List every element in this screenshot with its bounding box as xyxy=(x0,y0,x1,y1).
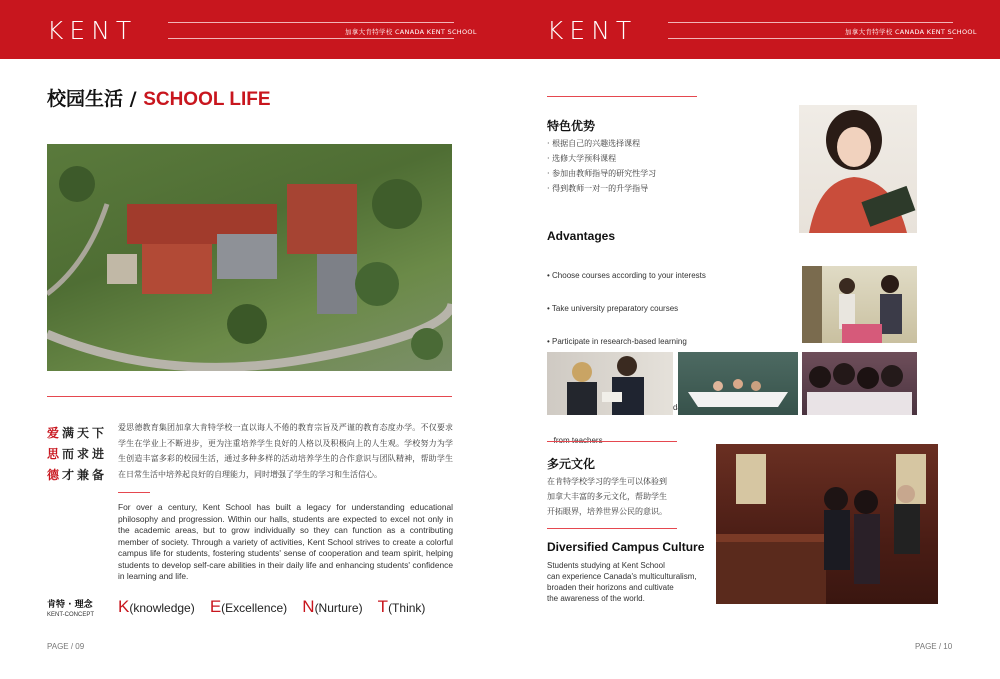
concept-words xyxy=(118,597,425,617)
concept-t: T(Think) xyxy=(377,597,426,616)
right-header-bar xyxy=(500,0,1000,59)
culture-title-zh: 多元文化 xyxy=(547,457,596,471)
intro-zh: 爱思德教育集团加拿大肯特学校一直以诲人不倦的教育宗旨及严谨的教育态度办学。不仅要求学生在学业上不断进步，更为注重培养学生良好的人格以及积极向上的人生观。学校努力为学生创造丰富多彩的校园生活，通过多种多样的活动培养学生的合作意识与团队精神，帮助学生在日常生活中培养起良好的自理能力，同时增强了学生的学习和生活信心。 xyxy=(118,423,453,479)
culture-text-en xyxy=(547,560,717,604)
intro-en: For over a century, Kent School has built a legacy for understanding educational philosophy and progression. Within our halls, students are expected to excel not only in the academic areas, but to grow individually so they can function as a contributing member of society. Through a variety of activities, Kent School strives to create a colorful campus life for students, fostering students' sense of cooperation and team spirit, helping students to develop self-care abilities in their daily life and enhancing students' confidence in learning and life. xyxy=(118,502,453,581)
list-item: · 选修大学预科课程 xyxy=(547,154,617,163)
list-item: · 参加由教师指导的研究性学习 xyxy=(547,169,657,178)
motto-line: 爱满天下 xyxy=(47,426,108,440)
motto xyxy=(47,423,107,486)
campus-aerial-photo xyxy=(47,144,452,371)
culture-title-en: Diversified Campus Culture xyxy=(547,540,705,554)
features-list-zh xyxy=(547,136,787,196)
text-line: the awareness of the world. xyxy=(547,594,645,603)
student-reading-photo xyxy=(799,105,917,233)
header-line xyxy=(168,38,454,39)
text-line: broaden their horizons and cultivate xyxy=(547,583,674,592)
concept-en: KENT-CONCEPT xyxy=(47,612,95,618)
text-line: 在肯特学校学习的学生可以体验到 xyxy=(547,477,667,486)
features-title-zh: 特色优势 xyxy=(547,119,596,133)
header-line xyxy=(668,22,953,23)
concept-e: E(Excellence) xyxy=(209,597,288,616)
kent-logo: KENT xyxy=(47,16,138,45)
text-line: 加拿大丰富的多元文化，帮助学生 xyxy=(547,492,667,501)
concept-k: K(knowledge) xyxy=(118,597,195,616)
text-line: can experience Canada's multiculturalism, xyxy=(547,572,697,581)
classroom-activity-photo xyxy=(802,266,917,343)
concept-zh: 肯特 · 理念 xyxy=(47,600,93,610)
text-line: 开拓眼界，培养世界公民的意识。 xyxy=(547,507,667,516)
header-subtitle: 加拿大肯特学校 CANADA KENT SCHOOL xyxy=(845,28,977,36)
campus-aerial-illustration xyxy=(47,144,452,371)
list-item: • Participate in research-based learning xyxy=(547,337,687,346)
list-item: · 根据自己的兴趣选择课程 xyxy=(547,139,641,148)
section-divider xyxy=(547,441,677,442)
page-number-left: PAGE / 09 xyxy=(47,642,85,651)
list-item: · 得到教师一对一的升学指导 xyxy=(547,184,649,193)
header-line xyxy=(168,22,454,23)
section-divider xyxy=(47,396,452,397)
concept-n: N(Nurture) xyxy=(302,597,363,616)
section-divider xyxy=(547,528,677,529)
kent-logo: KENT xyxy=(547,16,638,45)
short-divider xyxy=(118,492,150,493)
list-item: • Choose courses according to your interests xyxy=(547,271,706,280)
motto-line: 思而求进 xyxy=(47,447,108,461)
page-title-zh: 校园生活 / xyxy=(47,88,137,110)
culture-text-zh xyxy=(547,474,717,519)
list-item: • Take university preparatory courses xyxy=(547,304,679,313)
students-group-photo xyxy=(802,352,917,415)
boating-photo xyxy=(678,352,798,415)
left-header-bar xyxy=(0,0,500,59)
page-title-en: SCHOOL LIFE xyxy=(143,89,271,110)
header-subtitle: 加拿大肯特学校 CANADA KENT SCHOOL xyxy=(345,28,477,36)
motto-rest: 满天下 xyxy=(62,426,108,440)
section-divider xyxy=(547,96,697,97)
piano-church-photo xyxy=(716,444,938,604)
header-line xyxy=(668,38,953,39)
kent-concept-label xyxy=(47,597,94,618)
motto-line: 德才兼备 xyxy=(47,468,108,482)
text-line: Students studying at Kent School xyxy=(547,561,665,570)
advantages-title: Advantages xyxy=(547,229,616,243)
page-number-right: PAGE / 10 xyxy=(915,642,953,651)
students-discussion-photo xyxy=(547,352,673,415)
page-title xyxy=(47,84,271,111)
